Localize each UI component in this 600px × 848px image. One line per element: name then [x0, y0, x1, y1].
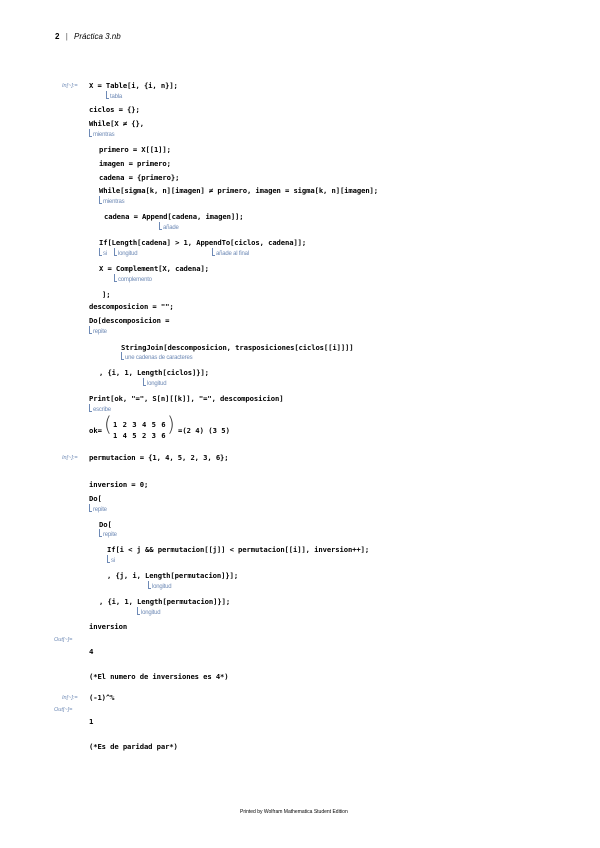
function-tooltip: escribe — [89, 404, 111, 413]
matrix-row-1: 1 2 3 4 5 6 — [113, 420, 166, 429]
code-line[interactable]: descomposicion = ""; — [89, 302, 174, 311]
code-line[interactable]: ciclos = {}; — [89, 105, 140, 114]
code-line[interactable]: , {i, 1, Length[ciclos]}]; — [99, 368, 209, 377]
function-tooltip: mientras — [89, 129, 114, 138]
function-tooltip: longitud — [143, 378, 166, 387]
input-label: In[~]:= — [62, 455, 78, 461]
code-line[interactable]: X = Complement[X, cadena]; — [99, 264, 209, 273]
print-prefix: ok= — [89, 426, 102, 435]
print-suffix: =(2 4) (3 5) — [178, 426, 230, 435]
function-tooltip: si — [107, 555, 115, 564]
code-line[interactable]: Do[ — [89, 494, 102, 503]
code-line[interactable]: inversion = 0; — [89, 480, 149, 489]
print-footer: Printed by Wolfram Mathematica Student Edition — [240, 809, 348, 815]
page-number: 2 — [55, 32, 60, 41]
function-tooltip: mientras — [99, 196, 124, 205]
code-line[interactable]: Do[descomposicion = — [89, 316, 170, 325]
code-line[interactable]: inversion — [89, 622, 128, 631]
header-separator: | — [65, 32, 68, 41]
input-label: In[~]:= — [62, 83, 78, 89]
function-tooltip: añade al final — [212, 248, 249, 257]
code-line[interactable]: StringJoin[descomposicion, trasposiciones[ciclos[[i]]]] — [121, 343, 354, 352]
comment-line[interactable]: (*El numero de inversiones es 4*) — [89, 672, 229, 681]
function-tooltip: repite — [89, 326, 107, 335]
output-label: Out[~]= — [54, 707, 73, 713]
code-line[interactable]: ]; — [102, 290, 111, 299]
code-line[interactable]: , {i, 1, Length[permutacion]}]; — [99, 597, 231, 606]
code-line[interactable]: cadena = {primero}; — [99, 173, 180, 182]
function-tooltip: une cadenas de caracteres — [121, 352, 192, 361]
function-tooltip: longitud — [148, 581, 171, 590]
function-tooltip: tabla — [106, 91, 122, 100]
output-value: 4 — [89, 647, 94, 656]
input-label: In[~]:= — [62, 695, 78, 701]
code-line[interactable]: X = Table[i, {i, n}]; — [89, 81, 178, 90]
function-tooltip: si — [99, 248, 107, 257]
code-line[interactable]: (-1)^% — [89, 693, 115, 702]
code-line[interactable]: While[sigma[k, n][imagen] ≠ primero, imagen = sigma[k, n][imagen]; — [99, 186, 378, 195]
code-line[interactable]: , {j, i, Length[permutacion]}]; — [107, 571, 239, 580]
function-tooltip: longitud — [114, 248, 137, 257]
code-line[interactable]: Do[ — [99, 520, 112, 529]
page-header — [55, 32, 121, 41]
function-tooltip: repite — [99, 529, 117, 538]
comment-line[interactable]: (*Es de paridad par*) — [89, 742, 178, 751]
permutation-matrix: ( 1 2 3 4 5 6 1 4 5 2 3 6 ) — [104, 412, 175, 440]
function-tooltip: complemento — [114, 274, 152, 283]
code-line[interactable]: permutacion = {1, 4, 5, 2, 3, 6}; — [89, 453, 229, 462]
code-line[interactable]: If[Length[cadena] > 1, AppendTo[ciclos, cadena]]; — [99, 238, 307, 247]
code-line[interactable]: primero = X[[1]]; — [99, 145, 171, 154]
output-value: 1 — [89, 717, 94, 726]
matrix-row-2: 1 4 5 2 3 6 — [113, 431, 166, 440]
code-line[interactable]: cadena = Append[cadena, imagen]]; — [104, 212, 244, 221]
code-line[interactable]: Print[ok, "=", S[n][[k]], "=", descomposicion] — [89, 394, 284, 403]
code-line[interactable]: While[X ≠ {}, — [89, 119, 144, 128]
function-tooltip: longitud — [137, 607, 160, 616]
function-tooltip: añade — [159, 222, 179, 231]
function-tooltip: repite — [89, 504, 107, 513]
code-line[interactable]: imagen = primero; — [99, 159, 171, 168]
code-line[interactable]: If[i < j && permutacion[[j]] < permutacion[[i]], inversion++]; — [107, 545, 370, 554]
file-name: Práctica 3.nb — [74, 32, 121, 41]
output-label: Out[~]= — [54, 637, 73, 643]
